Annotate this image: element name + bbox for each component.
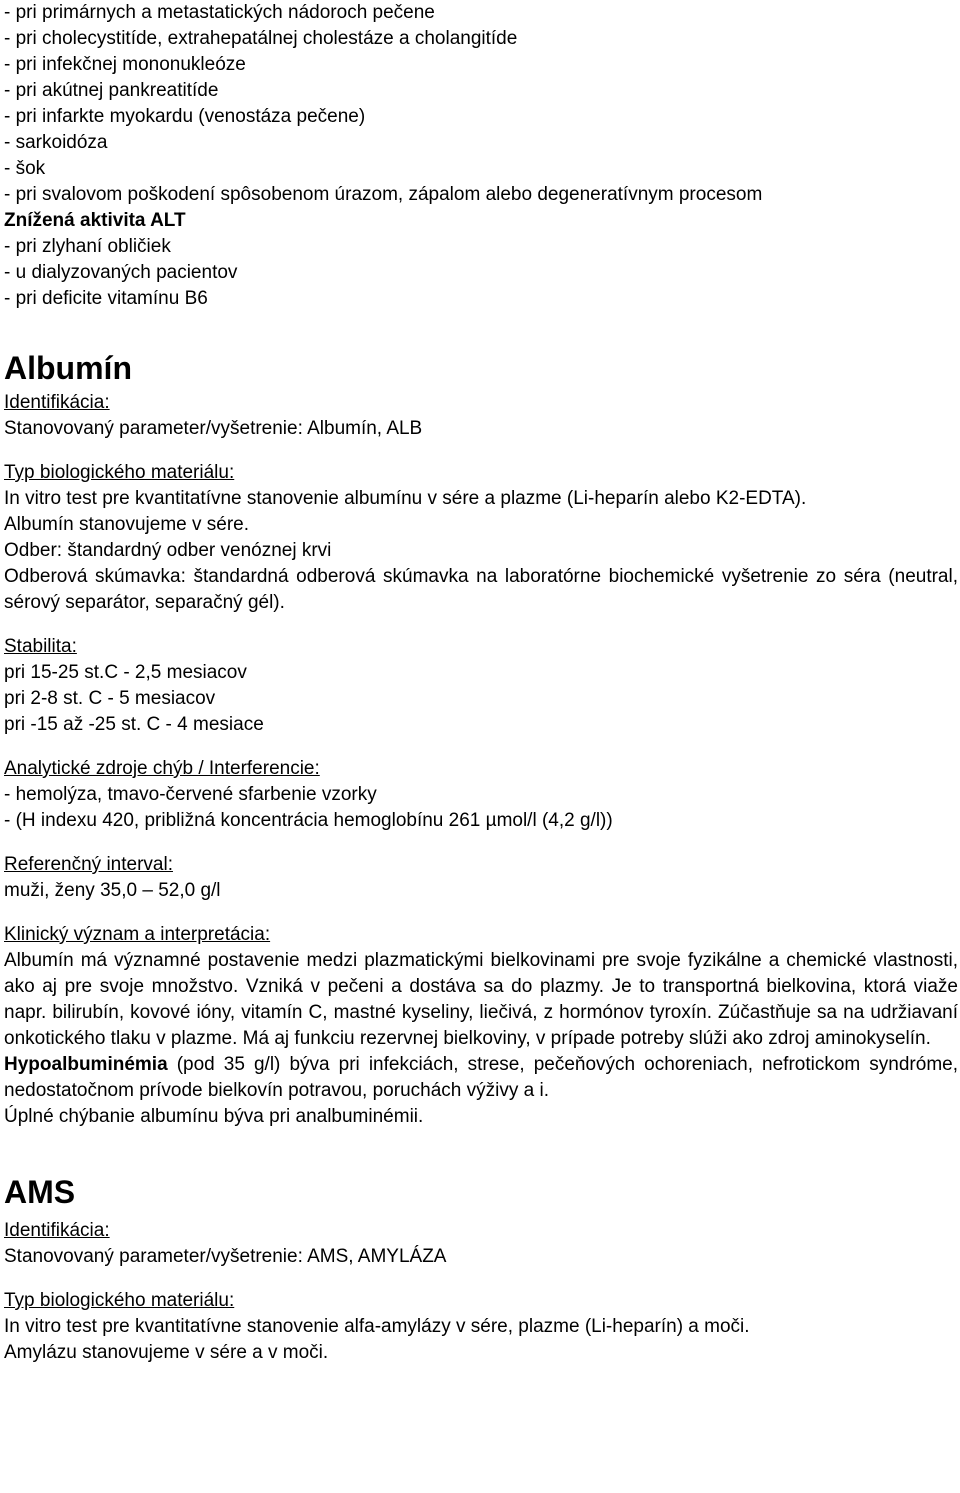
list-item: - pri akútnej pankreatitíde	[4, 80, 219, 101]
material-line: In vitro test pre kvantitatívne stanovenie albumínu v sére a plazme (Li-heparín alebo K2-EDTA).	[4, 488, 807, 509]
material-label: Typ biologického materiálu:	[4, 1290, 235, 1311]
clinical-label: Klinický význam a interpretácia:	[4, 924, 271, 945]
list-item: - u dialyzovaných pacientov	[4, 262, 238, 283]
reference-text: muži, ženy 35,0 – 52,0 g/l	[4, 880, 221, 901]
tube-text: Odberová skúmavka: štandardná odberová skúmavka na laboratórne biochemické vyšetrenie zo séra (neutral, sérový separátor, separačný gél).	[4, 566, 958, 613]
stability-line: pri 15-25 st.C - 2,5 mesiacov	[4, 662, 247, 683]
alt-reduced-heading: Znížená aktivita ALT	[4, 210, 186, 231]
list-item: - pri cholecystitíde, extrahepatálnej cholestáze a cholangitíde	[4, 28, 518, 49]
identification-label: Identifikácia:	[4, 392, 110, 413]
absence-text: Úplné chýbanie albumínu býva pri analbuminémii.	[4, 1106, 424, 1127]
material-line: Amylázu stanovujeme v sére a v moči.	[4, 1342, 329, 1363]
list-item: - pri infekčnej mononukleóze	[4, 54, 246, 75]
interference-label: Analytické zdroje chýb / Interferencie:	[4, 758, 320, 779]
elevation-causes-list	[4, 0, 958, 208]
material-line: In vitro test pre kvantitatívne stanovenie alfa-amylázy v sére, plazme (Li-heparín) a moči.	[4, 1316, 750, 1337]
identification-label: Identifikácia:	[4, 1220, 110, 1241]
list-item: - pri infarkte myokardu (venostáza pečene)	[4, 106, 366, 127]
ams-section	[4, 1172, 958, 1366]
interference-line: - hemolýza, tmavo-červené sfarbenie vzorky	[4, 784, 377, 805]
clinical-text: Albumín má významné postavenie medzi plazmatickými bielkovinami pre svoje fyzikálne a chemické vlastnosti, ako aj pre svoje množstvo. Vzniká v pečeni a dostáva sa do plazmy. Je to transportná bielkovina, ktorá viaže napr. bilirubín, kovové ióny, vitamín C, mastné kyseliny, liečivá, z hormónov tyroxín. Zúčastňuje sa na udržiavaní onkotického tlaku v plazme. Má aj funkciu rezervnej bielkoviny, v prípade potreby slúži ako zdroj aminokyselín.	[4, 950, 958, 1049]
stability-label: Stabilita:	[4, 636, 77, 657]
list-item: - pri zlyhaní obličiek	[4, 236, 171, 257]
list-item: - sarkoidóza	[4, 132, 108, 153]
stability-line: pri 2-8 st. C - 5 mesiacov	[4, 688, 216, 709]
document-page	[4, 0, 958, 1366]
stability-line: pri -15 až -25 st. C - 4 mesiace	[4, 714, 264, 735]
hypoalbuminemia-text: (pod 35 g/l) býva pri infekciách, strese, pečeňových ochoreniach, nefrotickom syndróme, nedostatočnom prívode bielkovín potravou, poruchách výživy a i.	[4, 1054, 958, 1101]
hypoalbuminemia-term: Hypoalbuminémia	[4, 1054, 168, 1075]
material-line: Albumín stanovujeme v sére.	[4, 514, 250, 535]
identification-text: Stanovovaný parameter/vyšetrenie: Albumín, ALB	[4, 418, 423, 439]
reference-label: Referenčný interval:	[4, 854, 173, 875]
list-item: - pri deficite vitamínu B6	[4, 288, 208, 309]
section-title: AMS	[4, 1174, 76, 1210]
material-line: Odber: štandardný odber venóznej krvi	[4, 540, 332, 561]
interference-line: - (H indexu 420, približná koncentrácia hemoglobínu 261 µmol/l (4,2 g/l))	[4, 810, 613, 831]
list-item: - pri primárnych a metastatických nádoroch pečene	[4, 2, 435, 23]
section-title: Albumín	[4, 350, 132, 386]
list-item: - šok	[4, 158, 46, 179]
identification-text: Stanovovaný parameter/vyšetrenie: AMS, AMYLÁZA	[4, 1246, 447, 1267]
material-label: Typ biologického materiálu:	[4, 462, 235, 483]
albumin-section	[4, 348, 958, 1130]
alt-reduced-list	[4, 234, 958, 312]
hypoalbuminemia-paragraph	[4, 1052, 958, 1104]
list-item: - pri svalovom poškodení spôsobenom úrazom, zápalom alebo degeneratívnym procesom	[4, 184, 763, 205]
